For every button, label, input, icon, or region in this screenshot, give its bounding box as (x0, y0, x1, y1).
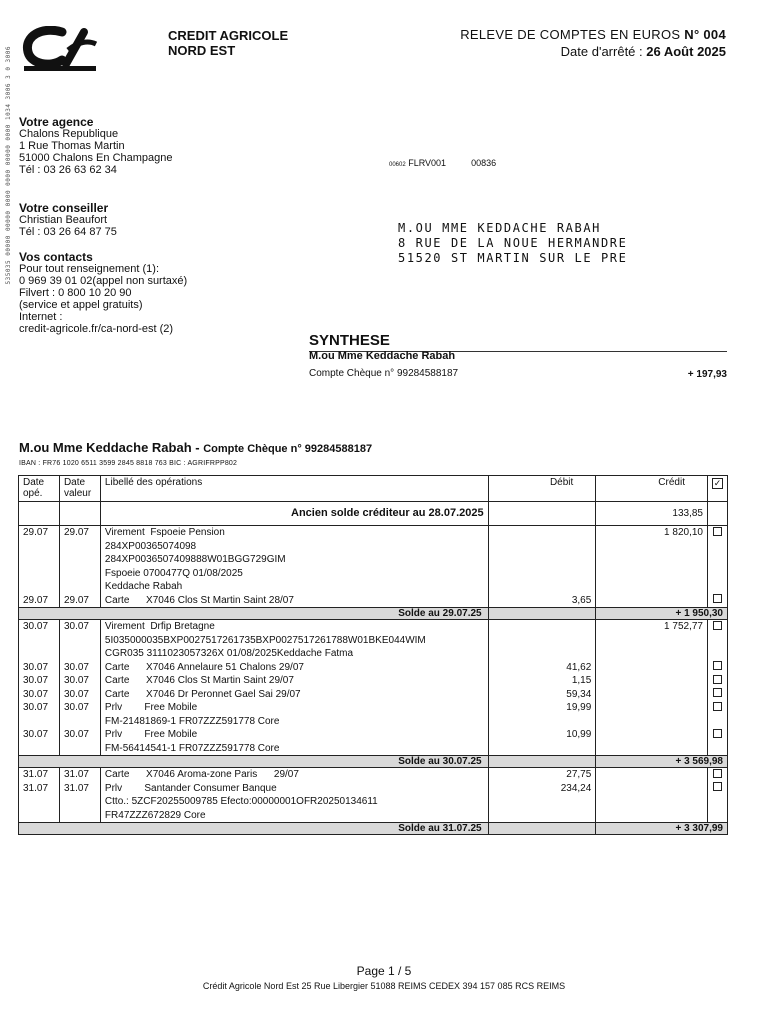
col-header-credit: Crédit (596, 476, 708, 502)
row-credit (596, 782, 708, 823)
row-label-line: Prlv Santander Consumer Banque (104, 782, 277, 794)
address-line: M.OU MME KEDDACHE RABAH (398, 221, 601, 235)
credit-agricole-logo (22, 26, 98, 72)
mail-reference (389, 158, 496, 168)
contacts-line: Filvert : 0 800 10 20 90 (19, 287, 132, 299)
row-check[interactable] (707, 620, 727, 661)
row-label-line: FM-56414541-1 FR07ZZZ591778 Core (104, 742, 280, 754)
row-debit: 27,75 (488, 768, 596, 782)
row-check[interactable] (707, 594, 727, 608)
row-date-op: 30.07 (19, 620, 60, 661)
balance-spacer (488, 823, 596, 835)
agency-line: 51000 Chalons En Champagne (19, 152, 173, 164)
row-label (100, 688, 488, 702)
balance-row (19, 756, 728, 768)
synthesis-account: Compte Chèque n° 99284588187 (309, 368, 459, 379)
row-label-line: Carte X7046 Clos St Martin Saint 29/07 (104, 675, 294, 686)
balance-spacer (488, 608, 596, 620)
contacts-line: Pour tout renseignement (1): (19, 263, 160, 275)
footer-address: Crédit Agricole Nord Est 25 Rue Libergier 51088 REIMS CEDEX 394 157 085 RCS REIMS (202, 981, 566, 991)
row-label-line: FR47ZZZ672829 Core (104, 809, 206, 821)
bank-name (168, 28, 288, 58)
checkbox-icon[interactable] (713, 702, 722, 711)
synthesis-title: SYNTHESE (309, 332, 390, 349)
row-credit (596, 661, 708, 675)
contacts-website-link[interactable]: credit-agricole.fr/ca-nord-est (2) (19, 323, 174, 335)
row-date-op: 29.07 (19, 594, 60, 608)
opening-balance-credit: 133,85 (596, 502, 708, 526)
row-label-line: 284XP00365074098 (104, 540, 197, 552)
checkbox-icon[interactable] (713, 527, 722, 536)
row-date-op: 30.07 (19, 674, 60, 688)
row-debit: 19,99 (488, 701, 596, 728)
row-label (100, 526, 488, 594)
synthesis-holder: M.ou Mme Keddache Rabah (309, 350, 456, 362)
row-label-line: FM-21481869-1 FR07ZZZ591778 Core (104, 715, 280, 727)
row-credit: 1 820,10 (596, 526, 708, 594)
statement-date-label: Date d'arrêté : (560, 44, 643, 59)
balance-spacer (488, 756, 596, 768)
checkbox-icon[interactable] (713, 769, 722, 778)
col-header-debit: Débit (488, 476, 596, 502)
advisor-name: Christian Beaufort (19, 214, 108, 226)
row-debit: 59,34 (488, 688, 596, 702)
row-label (100, 661, 488, 675)
row-date-op: 31.07 (19, 782, 60, 823)
iban-line: IBAN : FR76 1020 6511 3599 2845 8818 763 BIC : AGRIFRPP802 (19, 460, 238, 467)
row-debit: 3,65 (488, 594, 596, 608)
row-check[interactable] (707, 728, 727, 756)
row-date-value: 30.07 (59, 620, 100, 661)
row-date-op: 31.07 (19, 768, 60, 782)
checkbox-icon[interactable] (713, 675, 722, 684)
row-date-value: 30.07 (59, 688, 100, 702)
row-label (100, 674, 488, 688)
col-header-check[interactable] (707, 476, 727, 502)
contacts-line: Internet : (19, 311, 63, 323)
table-header-row (19, 476, 728, 502)
table-row (19, 701, 728, 728)
contacts-line: (service et appel gratuits) (19, 299, 143, 311)
row-date-op: 30.07 (19, 701, 60, 728)
row-label-line: Carte X7046 Clos St Martin Saint 28/07 (104, 594, 294, 606)
row-label-line: Prlv Free Mobile (104, 702, 198, 713)
table-row (19, 674, 728, 688)
row-label (100, 768, 488, 782)
table-row (19, 594, 728, 608)
contacts-heading: Vos contacts (19, 250, 93, 264)
balance-amount: + 3 569,98 (596, 756, 728, 768)
row-label-line: Ctto.: 5ZCF20255009785 Efecto:00000001OFR20250134611 (104, 796, 378, 807)
row-debit: 234,24 (488, 782, 596, 823)
row-credit (596, 594, 708, 608)
account-title (19, 440, 372, 455)
col-header-date-op: Date opé. (19, 476, 60, 502)
agency-phone: Tél : 03 26 63 62 34 (19, 164, 117, 176)
row-label-line: Carte X7046 Dr Peronnet Gael Sai 29/07 (104, 688, 301, 700)
table-row (19, 620, 728, 661)
row-date-value: 29.07 (59, 526, 100, 594)
row-label-line: CGR035 3111023057326X 01/08/2025Keddache Fatma (104, 648, 354, 659)
row-credit (596, 768, 708, 782)
row-date-value: 30.07 (59, 728, 100, 756)
checkbox-icon[interactable] (713, 621, 722, 630)
row-date-value: 30.07 (59, 674, 100, 688)
mail-ref-code: FLRV001 (408, 158, 447, 168)
page-number: Page 1 / 5 (356, 964, 412, 978)
row-debit: 10,99 (488, 728, 596, 756)
row-date-value: 29.07 (59, 594, 100, 608)
row-date-value: 30.07 (59, 701, 100, 728)
row-check[interactable] (707, 701, 727, 728)
row-debit: 1,15 (488, 674, 596, 688)
row-check[interactable] (707, 674, 727, 688)
checkbox-icon[interactable] (713, 729, 722, 738)
agency-line: Chalons Republique (19, 128, 119, 140)
contacts-line: 0 969 39 01 02(appel non surtaxé) (19, 275, 188, 287)
row-credit (596, 674, 708, 688)
row-check[interactable] (707, 782, 727, 823)
row-check[interactable] (707, 688, 727, 702)
account-label: Compte Chèque n° 99284588187 (203, 443, 373, 455)
statement-date: 26 Août 2025 (646, 44, 726, 59)
operations-table (18, 475, 728, 835)
row-credit (596, 688, 708, 702)
row-label-line: Virement Fspoeie Pension (104, 527, 225, 538)
statement-title: RELEVE DE COMPTES EN EUROS (460, 27, 681, 42)
address-line: 51520 ST MARTIN SUR LE PRE (398, 251, 628, 265)
balance-amount: + 1 950,30 (596, 608, 728, 620)
row-label-line: Carte X7046 Annelaure 51 Chalons 29/07 (104, 661, 304, 673)
row-label (100, 594, 488, 608)
agency-block (19, 116, 173, 176)
row-debit (488, 526, 596, 594)
advisor-heading: Votre conseiller (19, 201, 109, 215)
balance-row (19, 823, 728, 835)
row-label-line: 5I035000035BXP0027517261735BXP0027517261788W01BKE044WIM (104, 634, 426, 646)
row-date-op: 30.07 (19, 728, 60, 756)
row-check[interactable] (707, 661, 727, 675)
row-label (100, 701, 488, 728)
row-label-line: Fspoeie 0700477Q 01/08/2025 (104, 567, 243, 579)
table-row (19, 782, 728, 823)
table-row (19, 661, 728, 675)
recipient-address (398, 221, 627, 266)
row-date-op: 29.07 (19, 526, 60, 594)
checkbox-icon[interactable] (713, 661, 722, 670)
row-label-line: 284XP0036507409888W01BGG729GIM (104, 554, 286, 565)
statement-header (460, 26, 726, 60)
mail-ref-num: 00836 (471, 158, 497, 168)
checked-checkbox-icon[interactable]: ✓ (713, 478, 722, 488)
table-row (19, 688, 728, 702)
row-check[interactable] (707, 526, 727, 594)
row-date-op: 30.07 (19, 661, 60, 675)
row-debit: 41,62 (488, 661, 596, 675)
opening-balance-row (19, 502, 728, 526)
row-date-op: 30.07 (19, 688, 60, 702)
contacts-block (19, 251, 187, 335)
row-date-value: 31.07 (59, 782, 100, 823)
agency-heading: Votre agence (19, 115, 94, 129)
table-row (19, 768, 728, 782)
checkbox-icon[interactable] (713, 782, 722, 791)
row-check[interactable] (707, 768, 727, 782)
balance-amount: + 3 307,99 (596, 823, 728, 835)
address-line: 8 RUE DE LA NOUE HERMANDRE (398, 236, 628, 250)
balance-label: Solde au 30.07.25 (19, 756, 489, 768)
balance-row (19, 608, 728, 620)
col-header-date-value: Date valeur (59, 476, 100, 502)
row-label-line: Keddache Rabah (104, 581, 183, 592)
table-row (19, 728, 728, 756)
synthesis-amount: + 197,93 (687, 369, 727, 380)
opening-balance-label: Ancien solde créditeur au 28.07.2025 (100, 502, 488, 526)
row-credit (596, 728, 708, 756)
side-reference-codes: 535035 00000 00000 0000 0000 00000 0000 1034 3006 3 0 3006 (5, 46, 12, 285)
row-label-line: Prlv Free Mobile (104, 729, 198, 740)
row-label (100, 728, 488, 756)
checkbox-icon[interactable] (713, 688, 722, 697)
agency-line: 1 Rue Thomas Martin (19, 140, 125, 152)
row-date-value: 30.07 (59, 661, 100, 675)
row-credit (596, 701, 708, 728)
mail-ref-small: 00602 (389, 162, 406, 168)
row-date-value: 31.07 (59, 768, 100, 782)
row-credit: 1 752,77 (596, 620, 708, 661)
advisor-phone: Tél : 03 26 64 87 75 (19, 226, 117, 238)
row-label (100, 782, 488, 823)
statement-number: N° 004 (684, 27, 726, 42)
checkbox-icon[interactable] (713, 594, 722, 603)
row-label (100, 620, 488, 661)
advisor-block (19, 202, 117, 238)
row-label-line: Virement Drfip Bretagne (104, 621, 215, 632)
bank-name-line1: CREDIT AGRICOLE (168, 28, 289, 43)
bank-name-line2: NORD EST (168, 43, 236, 58)
col-header-label: Libellé des opérations (100, 476, 488, 502)
table-row (19, 526, 728, 594)
account-holder: M.ou Mme Keddache Rabah - (19, 440, 200, 455)
row-label-line: Carte X7046 Aroma-zone Paris 29/07 (104, 769, 299, 780)
balance-label: Solde au 31.07.25 (19, 823, 489, 835)
row-debit (488, 620, 596, 661)
balance-label: Solde au 29.07.25 (19, 608, 489, 620)
